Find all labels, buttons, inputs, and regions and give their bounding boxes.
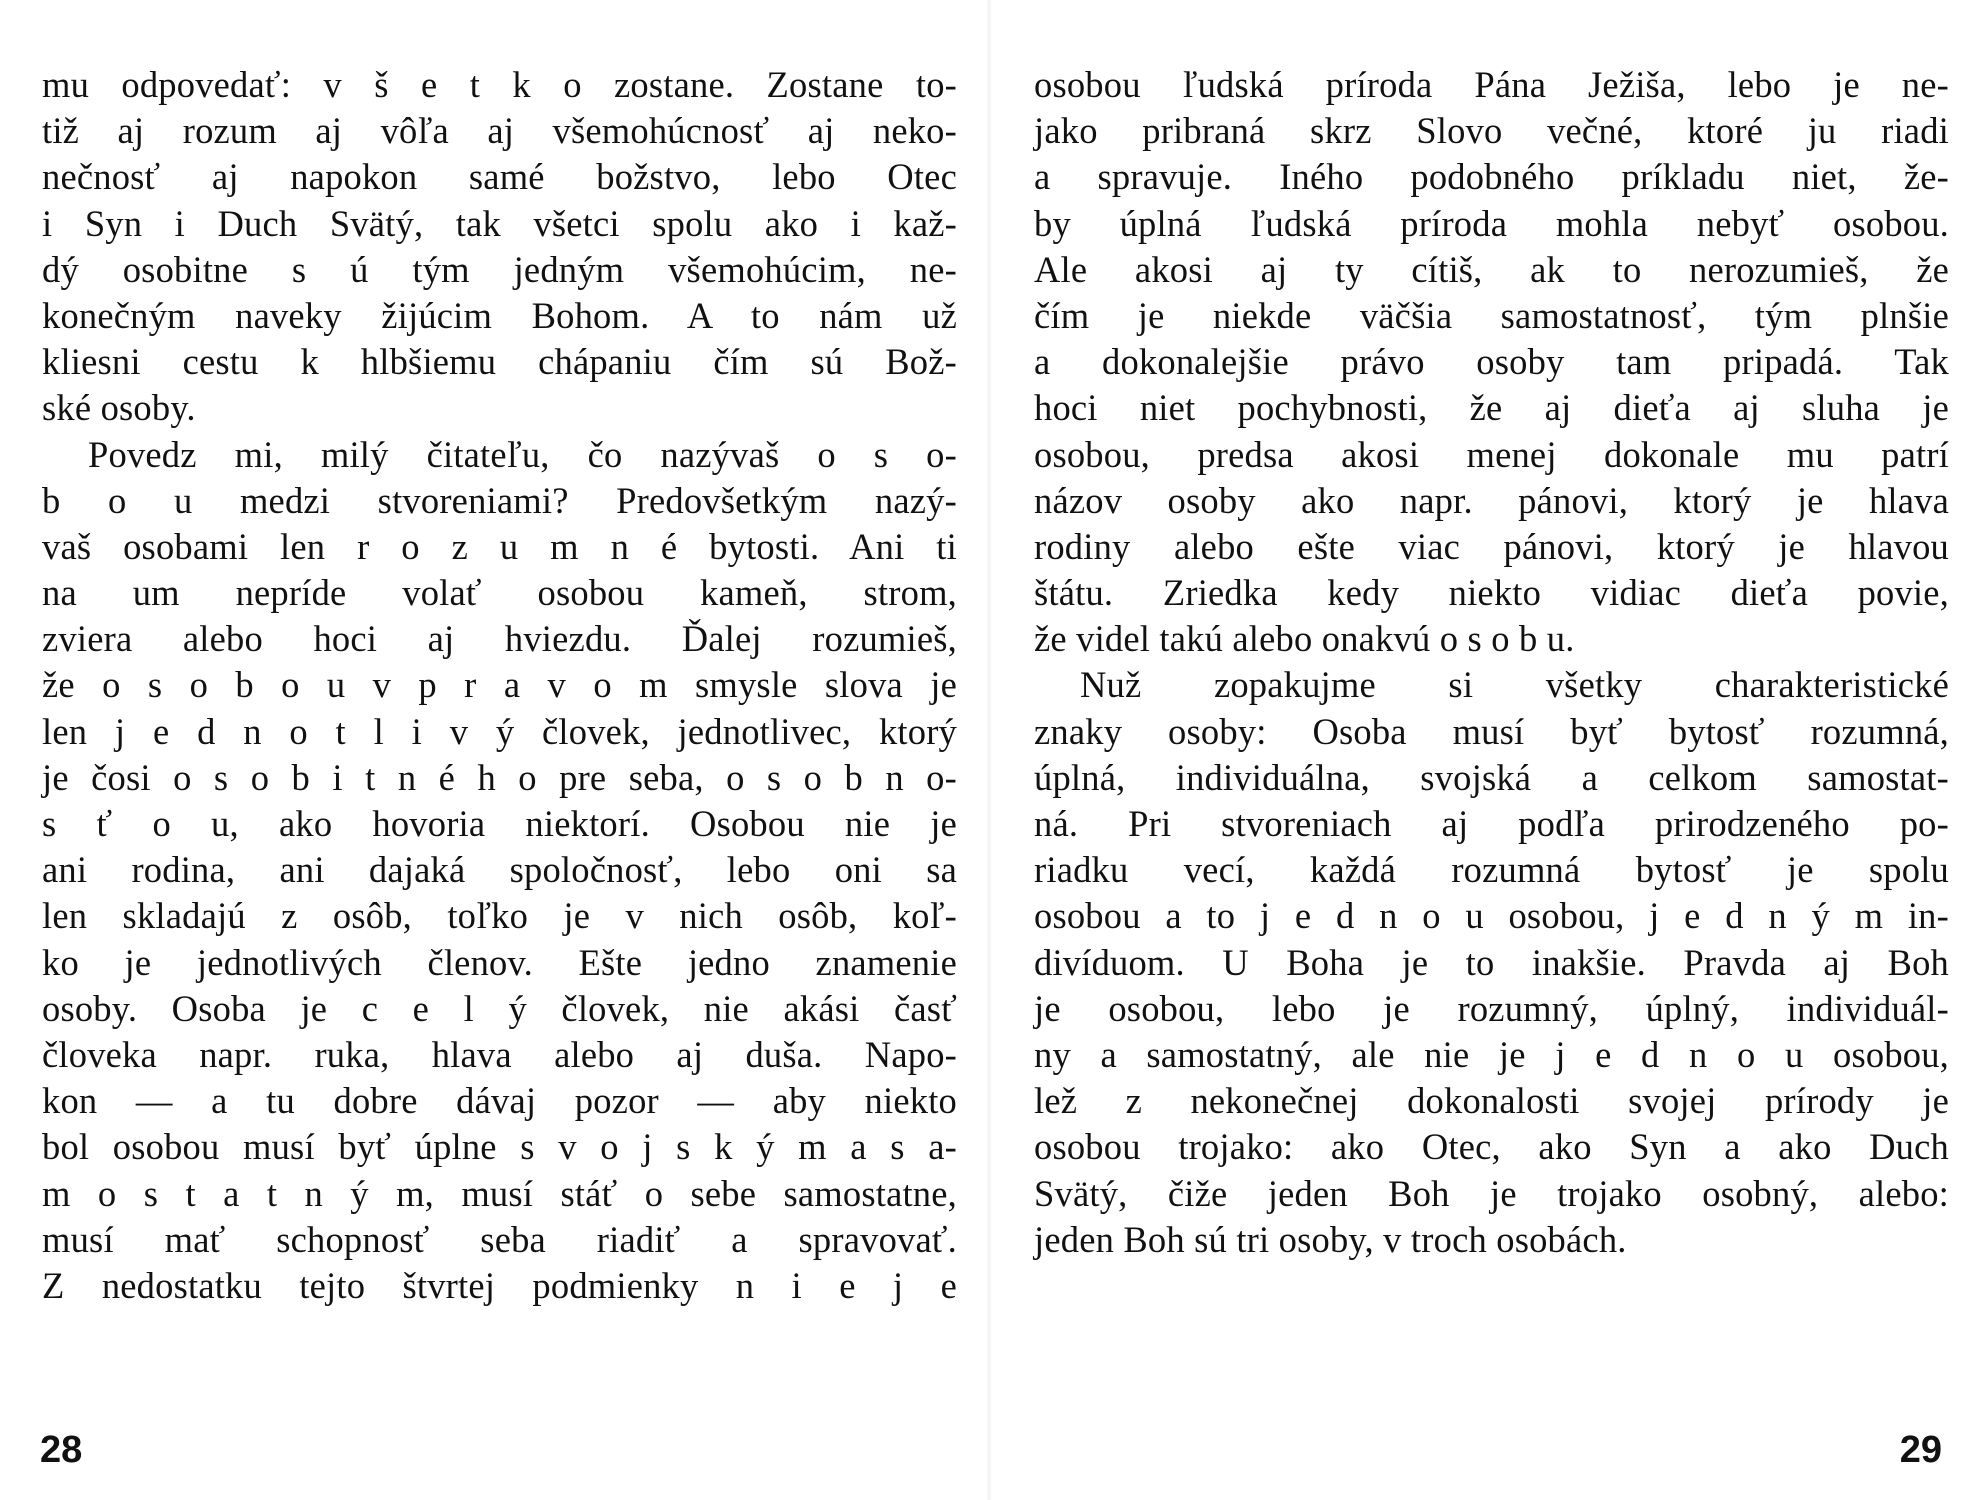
text-line: ná. Pri stvoreniach aj podľa prirodzeného po- (1034, 803, 1949, 844)
left-page-text (42, 62, 957, 1309)
text-line: a spravuje. Iného podobného príkladu niet, že- (1034, 156, 1949, 198)
text-line: Nuž zopakujme si všetky charakteristické (1080, 664, 1949, 706)
text-line: dý osobitne s ú tým jedným všemohúcim, ne- (42, 248, 957, 290)
text-line: ani rodina, ani dajaká spoločnosť, lebo oni sa (42, 849, 957, 891)
text-line: človeka napr. ruka, hlava alebo aj duša. Napo- (42, 1033, 957, 1075)
text-line: divíduom. U Boha je to inakšie. Pravda aj Boh (1034, 941, 1949, 983)
page-number: 29 (1899, 1429, 1942, 1471)
text-line: kon — a tu dobre dávaj pozor — aby niekto (42, 1080, 957, 1122)
text-line: nečnosť aj napokon samé božstvo, lebo Otec (42, 156, 957, 198)
text-line: a dokonalejšie právo osoby tam pripadá. Tak (1034, 341, 1949, 383)
text-line: bol osobou musí byť úplne s v o j s k ý m a s a- (42, 1126, 957, 1168)
text-line: že o s o b o u v p r a v o m smysle slova je (42, 664, 957, 706)
text-line: ny a samostatný, ale nie je j e d n o u osobou, (1034, 1033, 1949, 1075)
text-line: že videl takú alebo onakvú o s o b u. (1034, 618, 1575, 660)
text-line: ko je jednotlivých členov. Ešte jedno znamenie (42, 941, 957, 983)
right-page (989, 0, 1978, 1500)
text-line: konečným naveky žijúcim Bohom. A to nám už (42, 294, 957, 336)
text-line: vaš osobami len r o z u m n é bytosti. Ani ti (42, 525, 957, 567)
text-line: štátu. Zriedka kedy niekto vidiac dieťa povie, (1034, 572, 1949, 614)
text-line: názov osoby ako napr. pánovi, ktorý je hlava (1034, 479, 1949, 521)
text-line: osobou trojako: ako Otec, ako Syn a ako Duch (1034, 1126, 1949, 1168)
text-line: zviera alebo hoci aj hviezdu. Ďalej rozumieš, (42, 618, 957, 660)
text-line: je čosi o s o b i t n é h o pre seba, o s o b n o- (42, 756, 957, 798)
text-line: úplná, individuálna, svojská a celkom samostat- (1034, 756, 1949, 798)
text-line: s ť o u, ako hovoria niektorí. Osobou nie je (42, 803, 957, 844)
text-line: osoby. Osoba je c e l ý človek, nie akási časť (42, 987, 957, 1029)
text-line: jeden Boh sú tri osoby, v troch osobách. (1034, 1218, 1627, 1260)
text-line: hoci niet pochybnosti, že aj dieťa aj sluha je (1034, 387, 1949, 429)
text-line: m o s t a t n ý m, musí stáť o sebe samostatne, (42, 1172, 957, 1214)
text-line: čím je niekde väčšia samostatnosť, tým plnšie (1034, 294, 1949, 336)
text-line: osobou ľudská príroda Pána Ježiša, lebo je ne- (1034, 64, 1949, 105)
text-line: Svätý, čiže jeden Boh je trojako osobný, alebo: (1034, 1172, 1949, 1214)
text-line: musí mať schopnosť seba riadiť a spravovať. (42, 1218, 957, 1260)
text-line: znaky osoby: Osoba musí byť bytosť rozumná, (1034, 710, 1949, 752)
text-line: je osobou, lebo je rozumný, úplný, individuál- (1034, 987, 1949, 1029)
text-line: rodiny alebo ešte viac pánovi, ktorý je hlavou (1034, 525, 1949, 567)
text-line: Povedz mi, milý čitateľu, čo nazývaš o s o- (88, 433, 957, 475)
text-line: na um nepríde volať osobou kameň, strom, (42, 572, 957, 614)
text-line: riadku vecí, každá rozumná bytosť je spolu (1034, 849, 1949, 891)
text-line: Ale akosi aj ty cítiš, ak to nerozumieš, že (1034, 248, 1949, 290)
text-line: Z nedostatku tejto štvrtej podmienky n i e j e (42, 1264, 957, 1306)
text-line: jako pribraná skrz Slovo večné, ktoré ju riadi (1034, 110, 1949, 152)
text-line: kliesni cestu k hlbšiemu chápaniu čím sú Bož- (42, 341, 957, 383)
text-line: len skladajú z osôb, toľko je v nich osôb, koľ- (42, 895, 957, 937)
right-page-text (1034, 62, 1949, 1263)
text-line: lež z nekonečnej dokonalosti svojej prírody je (1034, 1080, 1949, 1122)
page-number: 28 (40, 1429, 83, 1471)
text-line: ské osoby. (42, 387, 196, 429)
text-line: osobou a to j e d n o u osobou, j e d n ý m in- (1034, 895, 1949, 937)
text-line: b o u medzi stvoreniami? Predovšetkým nazý- (42, 479, 957, 521)
text-line: by úplná ľudská príroda mohla nebyť osobou. (1034, 202, 1949, 244)
text-line: osobou, predsa akosi menej dokonale mu patrí (1034, 433, 1949, 475)
text-line: len j e d n o t l i v ý človek, jednotlivec, ktorý (42, 710, 957, 752)
text-line: mu odpovedať: v š e t k o zostane. Zostane to- (42, 64, 957, 105)
text-line: i Syn i Duch Svätý, tak všetci spolu ako i kaž- (42, 202, 957, 244)
text-line: tiž aj rozum aj vôľa aj všemohúcnosť aj neko- (42, 110, 957, 152)
